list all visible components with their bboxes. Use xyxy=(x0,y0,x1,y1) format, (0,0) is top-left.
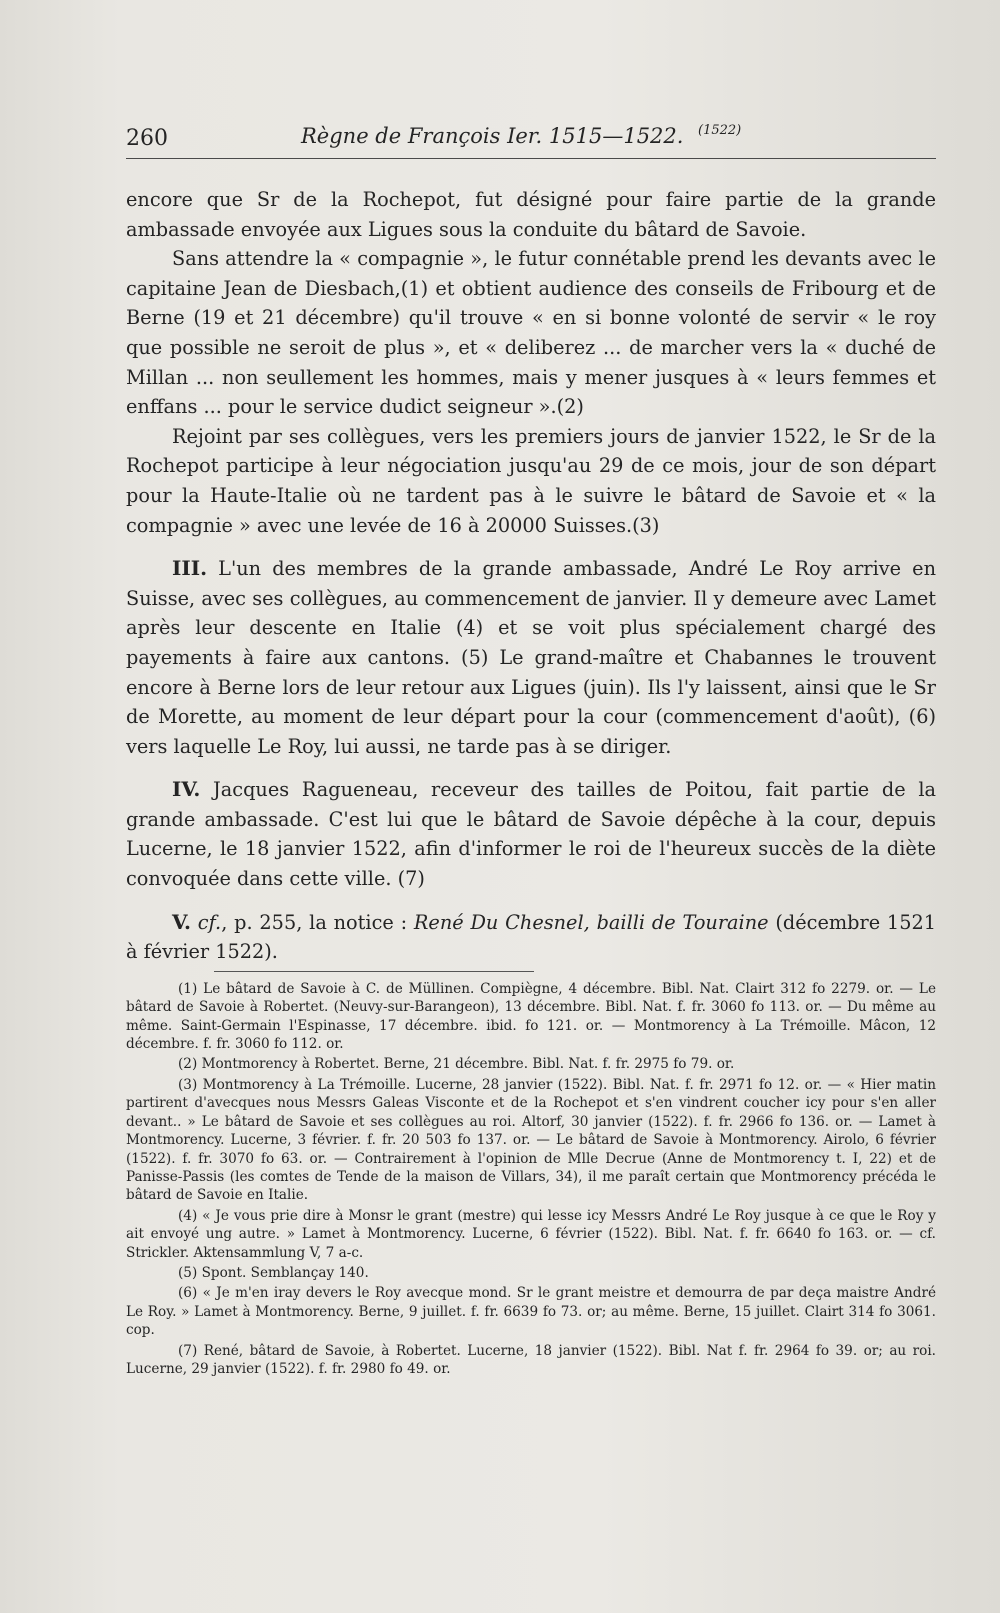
section-number: V. xyxy=(172,909,191,934)
running-header xyxy=(126,118,936,159)
footnotes xyxy=(126,980,936,1379)
section-text: Jacques Ragueneau, receveur des tailles de Poitou, fait partie de la grande ambassade. C'est lui que le bâtard de Savoie dépêche à la cour, depuis Lucerne, le 18 janvier 1522, afin d'informer le roi de l'heureux succès de la diète convoquée dans cette ville. (7) xyxy=(126,778,936,891)
section-iii xyxy=(126,554,936,761)
footnote: (2) Montmorency à Robertet. Berne, 21 décembre. Bibl. Nat. f. fr. 2975 fo 79. or. xyxy=(178,1056,735,1073)
main-text xyxy=(126,185,936,967)
section-text: (décembre 1521 à février 1522). xyxy=(126,910,936,964)
footnote: (5) Spont. Semblançay 140. xyxy=(178,1264,369,1281)
footnote: (4) « Je vous prie dire à Monsr le grant (mestre) qui lesse icy Messrs André Le Roy jusque à ce que le Roy y ait envoyé ung autre. » Lamet à Montmorency. Lucerne, 6 février (1522). Bibl. Nat. f. fr. 6640 fo 163. or. — cf. Strickler. Aktensammlung V, 7 a-c. xyxy=(126,1207,936,1261)
section-text: , p. 255, la notice : xyxy=(221,910,414,934)
footnote-rule xyxy=(214,971,534,972)
footnote: (6) « Je m'en iray devers le Roy avecque mond. Sr le grant meistre et demourra de par deça maistre André Le Roy. » Lamet à Montmorency. Berne, 9 juillet. f. fr. 6639 fo 73. or; au même. Berne, 15 juillet. Clairt 314 fo 3061. cop. xyxy=(126,1285,936,1339)
paragraph: Sans attendre la « compagnie », le futur connétable prend les devants avec le capitaine Jean de Diesbach,(1) et obtient audience des conseils de Fribourg et de Berne (19 et 21 décembre) qu'il trouve « en si bonne volonté de servir « le roy que possible ne seroit de plus », et « deliberez ... de marcher vers la « duché de Millan ... non seullement les hommes, mais y mener jusques à « leurs femmes et enffans ... pour le service dudict seigneur ».(2) xyxy=(126,247,936,419)
section-iv xyxy=(126,775,936,893)
page-number: 260 xyxy=(126,126,168,151)
section-text: L'un des membres de la grande ambassade, André Le Roy arrive en Suisse, avec ses collègues, au commencement de janvier. Il y demeure avec Lamet après leur descente en Italie (4) et se voit plus spécialement chargé des payements à faire aux cantons. (5) Le grand-maître et Chabannes le trouvent encore à Berne lors de leur retour aux Ligues (juin). Ils l'y laissent, ainsi que le Sr de Morette, au moment de leur départ pour la cour (commencement d'août), (6) vers laquelle Le Roy, lui aussi, ne tarde pas à se diriger. xyxy=(126,557,936,758)
footnote: (1) Le bâtard de Savoie à C. de Müllinen. Compiègne, 4 décembre. Bibl. Nat. Clairt 312 fo 2279. or. — Le bâtard de Savoie à Robertet. (Neuvy-sur-Barangeon), 13 décembre. Bibl. Nat. f. fr. 3060 fo 113. or. — Du même au même. Saint-Germain l'Espinasse, 17 décembre. ibid. fo 121. or. — Montmorency à La Trémoille. Mâcon, 12 décembre. f. fr. 3060 fo 112. or. xyxy=(126,980,936,1053)
footnote: (7) René, bâtard de Savoie, à Robertet. Lucerne, 18 janvier (1522). Bibl. Nat f. fr. 2964 fo 39. or; au roi. Lucerne, 29 janvier (1522). f. fr. 2980 fo 49. or. xyxy=(126,1342,936,1377)
section-number: III. xyxy=(172,556,208,581)
section-v xyxy=(126,908,936,967)
paragraph: encore que Sr de la Rochepot, fut désigné pour faire partie de la grande ambassade envoyée aux Ligues sous la conduite du bâtard de Savoie. xyxy=(126,188,936,241)
cf-abbrev: cf. xyxy=(197,910,222,934)
paragraph: Rejoint par ses collègues, vers les premiers jours de janvier 1522, le Sr de la Rochepot participe à leur négociation jusqu'au 29 de ce mois, jour de son départ pour la Haute-Italie où ne tardent pas à le suivre le bâtard de Savoie et « la compagnie » avec une levée de 16 à 20000 Suisses.(3) xyxy=(126,424,936,537)
running-title: Règne de François Ier. 1515—1522. xyxy=(301,124,684,148)
notice-title: René Du Chesnel, bailli de Touraine xyxy=(413,910,769,934)
running-date: (1522) xyxy=(698,123,742,138)
footnote: (3) Montmorency à La Trémoille. Lucerne, 28 janvier (1522). Bibl. Nat. f. fr. 2971 fo 12. or. — « Hier matin partirent d'avecques nous Messrs Galeas Visconte et de la Rochepot et s'en vindrent coucher icy pour s'en aller devant.. » Le bâtard de Savoie et ses collègues au roi. Altorf, 30 janvier (1522). f. fr. 2966 fo 136. or. — Lamet à Montmorency. Lucerne, 3 février. f. fr. 20 503 fo 137. or. — Le bâtard de Savoie à Montmorency. Airolo, 6 février (1522). f. fr. 3070 fo 63. or. — Contrairement à l'opinion de Mlle Decrue (Anne de Montmorency t. I, 22) et de Panisse-Passis (les comtes de Tende de la maison de Villars, 34), il me paraît certain que Montmorency précéda le bâtard de Savoie en Italie. xyxy=(126,1076,936,1204)
section-number: IV. xyxy=(172,777,201,802)
